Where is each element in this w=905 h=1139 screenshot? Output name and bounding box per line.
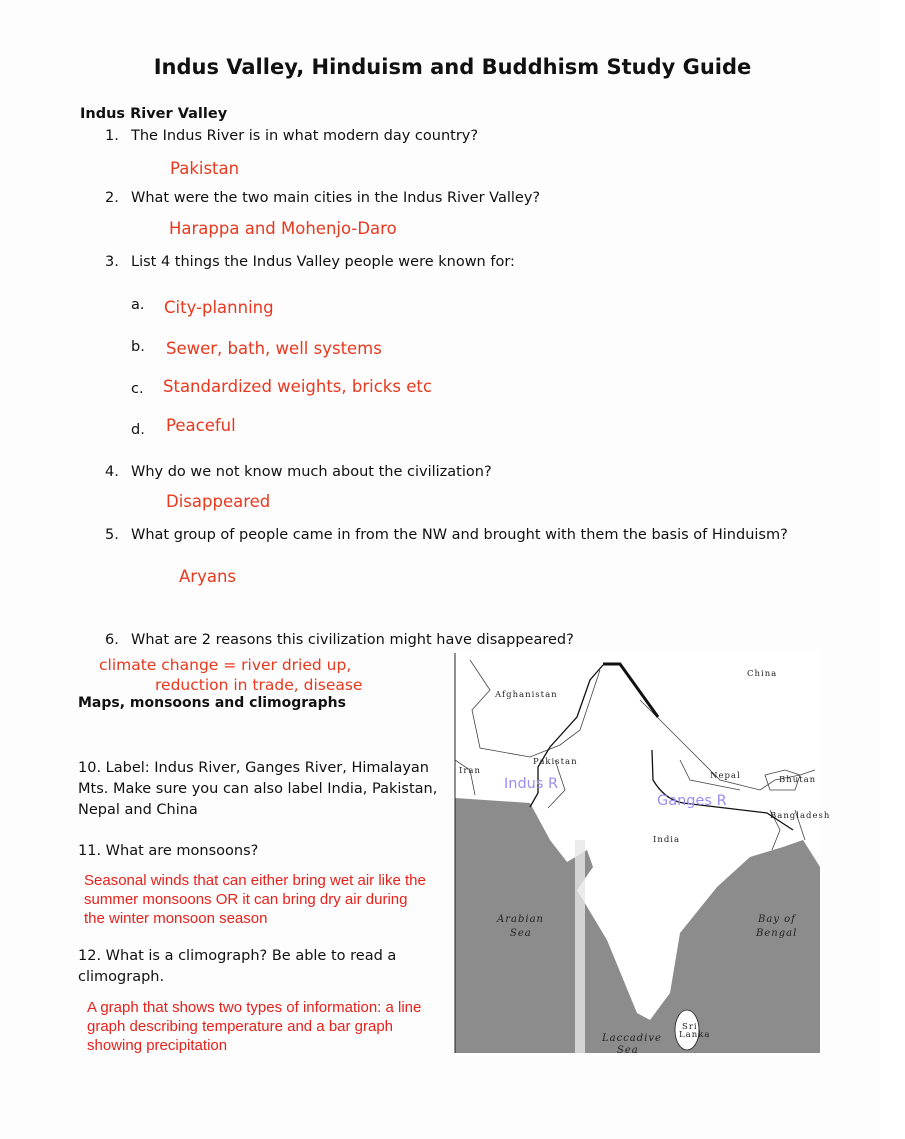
annotation-indus-river: Indus R [504, 776, 559, 792]
q1-answer: Pakistan [170, 159, 240, 178]
label-china: China [747, 669, 778, 679]
label-afghanistan: Afghanistan [495, 690, 558, 700]
q4-answer: Disappeared [166, 492, 271, 511]
q2-number: 2. [105, 190, 119, 206]
q5-answer: Aryans [179, 567, 237, 586]
q4-text: Why do we not know much about the civilization? [131, 464, 492, 480]
q3-letter-d: d. [131, 422, 145, 438]
q3-answer-d: Peaceful [166, 416, 236, 435]
label-arabian-sea: Sea [510, 928, 532, 939]
q3-letter-a: a. [131, 297, 145, 313]
q3-answer-c: Standardized weights, bricks etc [163, 377, 432, 396]
section-heading-maps: Maps, monsoons and climographs [78, 695, 346, 711]
label-arabian: Arabian [497, 914, 544, 925]
label-sri: Sri [682, 1022, 698, 1032]
q6-text: What are 2 reasons this civilization might have disappeared? [131, 632, 574, 648]
annotation-ganges-river: Ganges R [657, 793, 727, 809]
section-heading-indus: Indus River Valley [80, 106, 228, 122]
q3-answer-a: City-planning [164, 298, 274, 317]
q2-text: What were the two main cities in the Indus River Valley? [131, 190, 541, 206]
page-title: Indus Valley, Hinduism and Buddhism Study Guide [153, 55, 752, 79]
q5-text: What group of people came in from the NW and brought with them the basis of Hinduism? [131, 527, 788, 543]
q11-text: 11. What are monsoons? [78, 843, 259, 859]
label-laccadive-sea: Sea [617, 1045, 639, 1056]
q2-answer: Harappa and Mohenjo-Daro [169, 219, 397, 238]
label-bengal: Bengal [756, 928, 798, 939]
label-bay-of: Bay of [758, 914, 796, 925]
q4-number: 4. [105, 464, 119, 480]
label-india: India [653, 835, 681, 845]
q3-number: 3. [105, 254, 119, 270]
q11-answer: Seasonal winds that can either bring wet air like the summer monsoons OR it can bring dry air during the winter monsoon season [84, 872, 426, 927]
label-nepal: Nepal [710, 771, 741, 781]
label-lanka: Lanka [679, 1030, 711, 1040]
label-bhutan: Bhutan [779, 775, 817, 785]
q3-answer-b: Sewer, bath, well systems [166, 339, 382, 358]
label-pakistan: Pakistan [533, 757, 578, 767]
q3-text: List 4 things the Indus Valley people were known for: [131, 254, 515, 270]
q1-text: The Indus River is in what modern day country? [131, 128, 479, 144]
q1-number: 1. [105, 128, 119, 144]
q3-letter-b: b. [131, 339, 145, 355]
label-laccadive: Laccadive [602, 1033, 662, 1044]
q6-answer-line2: reduction in trade, disease [155, 676, 363, 694]
q3-letter-c: c. [131, 381, 144, 397]
q12-answer: A graph that shows two types of information: a line graph describing temperature and a bar graph showing precipitation [87, 999, 422, 1054]
q12-text: 12. What is a climograph? Be able to read a climograph. [78, 948, 397, 985]
q6-answer-line1: climate change = river dried up, [99, 656, 352, 674]
south-asia-map [453, 653, 831, 1056]
q6-number: 6. [105, 632, 119, 648]
q10-text: 10. Label: Indus River, Ganges River, Himalayan Mts. Make sure you can also label India, Pakistan, Nepal and China [78, 760, 438, 818]
label-iran: Iran [459, 766, 481, 776]
label-bangladesh: Bangladesh [770, 811, 831, 821]
q5-number: 5. [105, 527, 119, 543]
